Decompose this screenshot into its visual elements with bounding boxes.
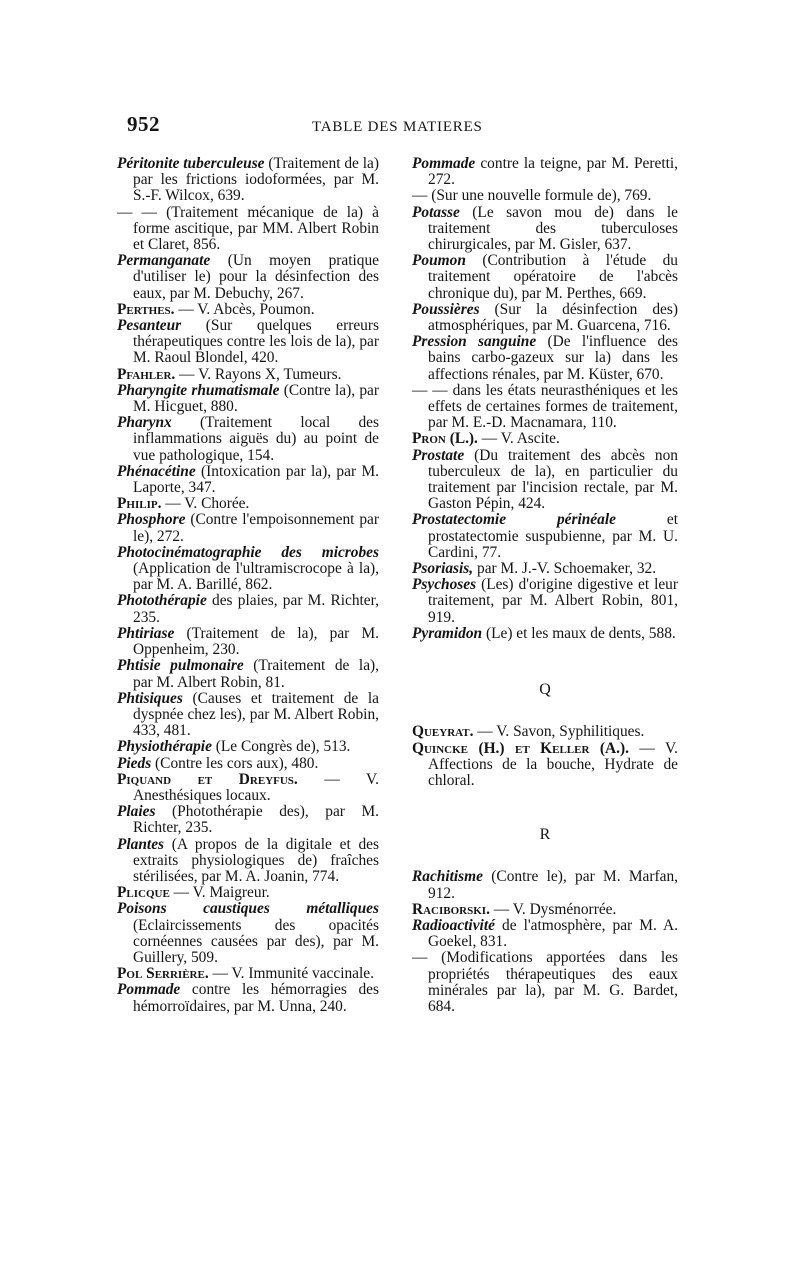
entry-text: (Contribution à l'étude du traitement opératoire de l'abcès chronique du), par M. Perthes, 669. <box>428 252 678 302</box>
index-entry <box>412 512 678 561</box>
index-entry <box>412 950 678 1015</box>
entry-text: (Sur la désinfection des) atmosphériques, par M. Guarcena, 716. <box>428 300 678 335</box>
entry-text: — V. Abcès, Poumon. <box>174 300 315 318</box>
entry-text: contre les hémorragies des hémorroïdaires, par M. Unna, 240. <box>133 981 379 1015</box>
entry-headword: Photocinématographie des microbes <box>117 543 379 561</box>
entry-text: (A propos de la digitale et des extraits physiologiques de) fraîches stérilisées, par M. A. Joanin, 774. <box>133 835 379 885</box>
entry-headword: Piquand et Dreyfus. <box>117 770 298 788</box>
entry-text: (Modifications apportées dans les propriétés thérapeutiques des eaux minérales par la), par M. G. Bardet, 684. <box>427 949 678 1015</box>
entry-text: dans les états neurasthéniques et les effets de certaines formes de traitement, par M. E.-D. Macnamara, 110. <box>428 381 678 432</box>
index-entry <box>117 383 379 415</box>
entry-headword: Plantes <box>117 835 165 853</box>
entry-text: des plaies, par M. Richter, 235. <box>133 592 379 626</box>
entry-headword: Quincke (H.) et Keller (A.). <box>412 739 629 757</box>
index-entry <box>412 626 678 642</box>
entry-headword: Pommade <box>412 155 476 172</box>
entry-headword: Pression sanguine <box>412 333 537 351</box>
entry-text: (Traitement mécanique de la) à forme ascitique, par MM. Albert Robin et Claret, 856. <box>133 203 379 254</box>
entry-headword: Poumon <box>412 252 466 270</box>
entry-text: — V. Anesthésiques locaux. <box>133 770 379 804</box>
entry-headword: Radioactivité <box>412 916 495 934</box>
entry-headword: Plicque <box>117 884 170 902</box>
index-entry <box>117 885 379 901</box>
entry-text: — V. Dysménorrée. <box>489 900 617 918</box>
entry-headword: Pol Serrière. <box>117 965 209 983</box>
entry-headword: Psychoses <box>412 576 477 594</box>
index-entry <box>117 545 379 594</box>
index-entry <box>117 772 379 804</box>
running-head: TABLE DES MATIERES <box>312 119 483 135</box>
entry-headword: Psoriasis, <box>412 560 474 578</box>
entry-text: (Les) d'origine digestive et leur traitement, par M. Albert Robin, 801, 919. <box>428 576 678 626</box>
entry-headword: Pesanteur <box>117 317 182 335</box>
entry-headword: Pfahler. <box>117 365 176 383</box>
entry-text: (Causes et traitement de la dyspnée chez les), par M. Albert Robin, 433, 481. <box>133 689 379 740</box>
entry-headword: Pyramidon <box>412 624 483 642</box>
entry-text: (Photothérapie des), par M. Richter, 235. <box>133 803 379 837</box>
index-entry <box>117 966 379 982</box>
index-entry <box>117 512 379 544</box>
entry-headword: Physiothérapie <box>117 738 212 756</box>
entry-text: (Contre le), par M. Marfan, 912. <box>428 868 678 902</box>
right-main-entries <box>412 156 678 642</box>
index-entry <box>412 724 678 740</box>
entry-headword: Prostate <box>412 446 465 464</box>
entry-headword: Queyrat. <box>412 723 474 741</box>
entry-headword: Pieds <box>117 754 152 772</box>
entry-headword: Rachitisme <box>412 868 483 886</box>
entry-text: (Le savon mou de) dans le traitement des tuberculoses chirurgicales, par M. Gisler, 637. <box>428 203 678 254</box>
entry-headword: Péritonite tuberculeuse <box>117 155 265 172</box>
index-entry <box>117 658 379 690</box>
index-entry <box>117 626 379 658</box>
entry-text: (Sur une nouvelle formule de), 769. <box>427 187 652 205</box>
index-entry <box>412 188 678 204</box>
entry-headword: Perthes. <box>117 300 175 318</box>
index-entry <box>412 902 678 918</box>
entry-text: (Eclaircissements des opacités cornéennes causées par des), par M. Guillery, 509. <box>133 916 379 966</box>
index-entry <box>117 318 379 367</box>
entry-headword: Pharyngite rhumatismale <box>117 381 280 399</box>
index-entry <box>117 496 379 512</box>
entry-text: (Le) et les maux de dents, 588. <box>482 624 676 642</box>
entry-text: (Contre les cors aux), 480. <box>151 754 319 772</box>
entry-headword: Pharynx <box>117 414 172 432</box>
index-entry <box>117 593 379 625</box>
entry-text: — V. Affections de la bouche, Hydrate de chloral. <box>428 739 678 789</box>
index-entry <box>412 869 678 901</box>
index-entry <box>117 837 379 886</box>
entry-headword: Pommade <box>117 981 181 999</box>
index-entry <box>412 918 678 950</box>
index-entry <box>412 156 678 188</box>
entry-text: contre la teigne, par M. Peretti, 272. <box>428 155 678 189</box>
entry-headword: Poisons caustiques métalliques <box>117 900 379 918</box>
index-entry <box>117 464 379 496</box>
entry-text: (Du traitement des abcès non tuberculeux de la), en particulier du traitement par l'incision rectale, par M. Gaston Pépin, 424. <box>428 446 678 513</box>
index-entry <box>412 741 678 790</box>
entry-text: et prostatectomie suspubienne, par M. U. Cardini, 77. <box>428 511 678 561</box>
entry-text: (Traitement de la) par les frictions iodoformées, par M. S.-F. Wilcox, 639. <box>133 155 379 205</box>
entry-headword: Phosphore <box>117 511 186 529</box>
index-entry <box>117 253 379 302</box>
entry-headword: Raciborski. <box>412 900 490 918</box>
index-entry <box>117 691 379 740</box>
index-entry <box>117 982 379 1014</box>
entry-headword: Philip. <box>117 495 162 513</box>
section-q-entries <box>412 724 678 789</box>
index-entry <box>412 253 678 302</box>
index-entry <box>117 415 379 464</box>
entry-headword: Poussières <box>412 300 480 318</box>
index-entry <box>412 334 678 383</box>
index-entry <box>117 901 379 966</box>
entry-text: — V. Rayons X, Tumeurs. <box>175 365 342 383</box>
entry-headword: — — <box>117 203 157 221</box>
entry-text: — V. Chorée. <box>161 495 250 513</box>
entry-headword: Permanganate <box>117 252 211 270</box>
entry-text: (Contre l'empoisonnement par le), 272. <box>133 511 379 545</box>
section-r-entries <box>412 869 678 1015</box>
entry-text: (Sur quelques erreurs thérapeutiques contre les lois de la), par M. Raoul Blondel, 420. <box>133 317 379 367</box>
index-entry <box>412 383 678 432</box>
entry-headword: Phénacétine <box>117 462 196 480</box>
entry-headword: Pron (L.). <box>412 430 478 448</box>
entry-headword: Photothérapie <box>117 592 207 610</box>
page-number: 952 <box>127 112 160 136</box>
entry-text: (Traitement de la), par M. Oppenheim, 230. <box>133 624 379 659</box>
section-letter-q: Q <box>539 681 551 699</box>
entry-text: (Un moyen pratique d'utiliser le) pour la désinfection des eaux, par M. Debuchy, 267. <box>133 252 379 302</box>
index-entry <box>412 577 678 626</box>
entry-text: de l'atmosphère, par M. A. Goekel, 831. <box>428 916 678 951</box>
entry-text: (Application de l'ultramiscrocope à la), par M. A. Barillé, 862. <box>133 560 379 594</box>
entry-headword: Plaies <box>117 803 156 821</box>
entry-text: — V. Immunité vaccinale. <box>208 965 374 983</box>
entry-text: (Traitement de la), par M. Albert Robin, 81. <box>133 657 380 691</box>
entry-headword: Phtiriase <box>117 624 175 642</box>
right-column <box>412 156 678 1015</box>
index-entry <box>117 756 379 772</box>
index-entry <box>412 431 678 447</box>
index-entry <box>412 205 678 254</box>
entry-text: (Traitement local des inflammations aiguës du) au point de vue pathologique, 154. <box>133 414 379 464</box>
index-entry <box>412 302 678 334</box>
section-letter-r: R <box>539 826 551 844</box>
entry-headword: — — <box>412 381 448 399</box>
entry-headword: Phtisie pulmonaire <box>117 657 244 675</box>
entry-text: par M. J.-V. Schoemaker, 32. <box>473 560 657 578</box>
index-entry <box>117 739 379 755</box>
index-entry <box>117 367 379 383</box>
entry-text: — V. Maigreur. <box>169 884 270 902</box>
entry-headword: Prostatectomie périnéale <box>412 511 616 529</box>
entry-text: — V. Savon, Syphilitiques. <box>473 723 645 741</box>
index-entry <box>117 302 379 318</box>
index-entry <box>117 156 379 205</box>
index-entry <box>412 448 678 513</box>
index-entry <box>117 205 379 254</box>
left-column <box>117 156 379 1015</box>
index-entry <box>117 804 379 836</box>
entry-text: (Le Congrès de), 513. <box>211 738 351 756</box>
entry-text: (De l'influence des bains carbo-gazeux sur la) dans les affections rénales, par M. Küster, 670. <box>428 333 678 383</box>
entry-text: (Intoxication par la), par M. Laporte, 347. <box>133 462 379 497</box>
entry-headword: — <box>412 949 428 967</box>
entry-headword: — <box>412 187 428 205</box>
entry-headword: Potasse <box>412 203 460 221</box>
entry-text: — V. Ascite. <box>477 430 560 448</box>
entry-text: (Contre la), par M. Hicguet, 880. <box>133 381 379 416</box>
index-entry <box>412 561 678 577</box>
entry-headword: Phtisiques <box>117 689 183 707</box>
